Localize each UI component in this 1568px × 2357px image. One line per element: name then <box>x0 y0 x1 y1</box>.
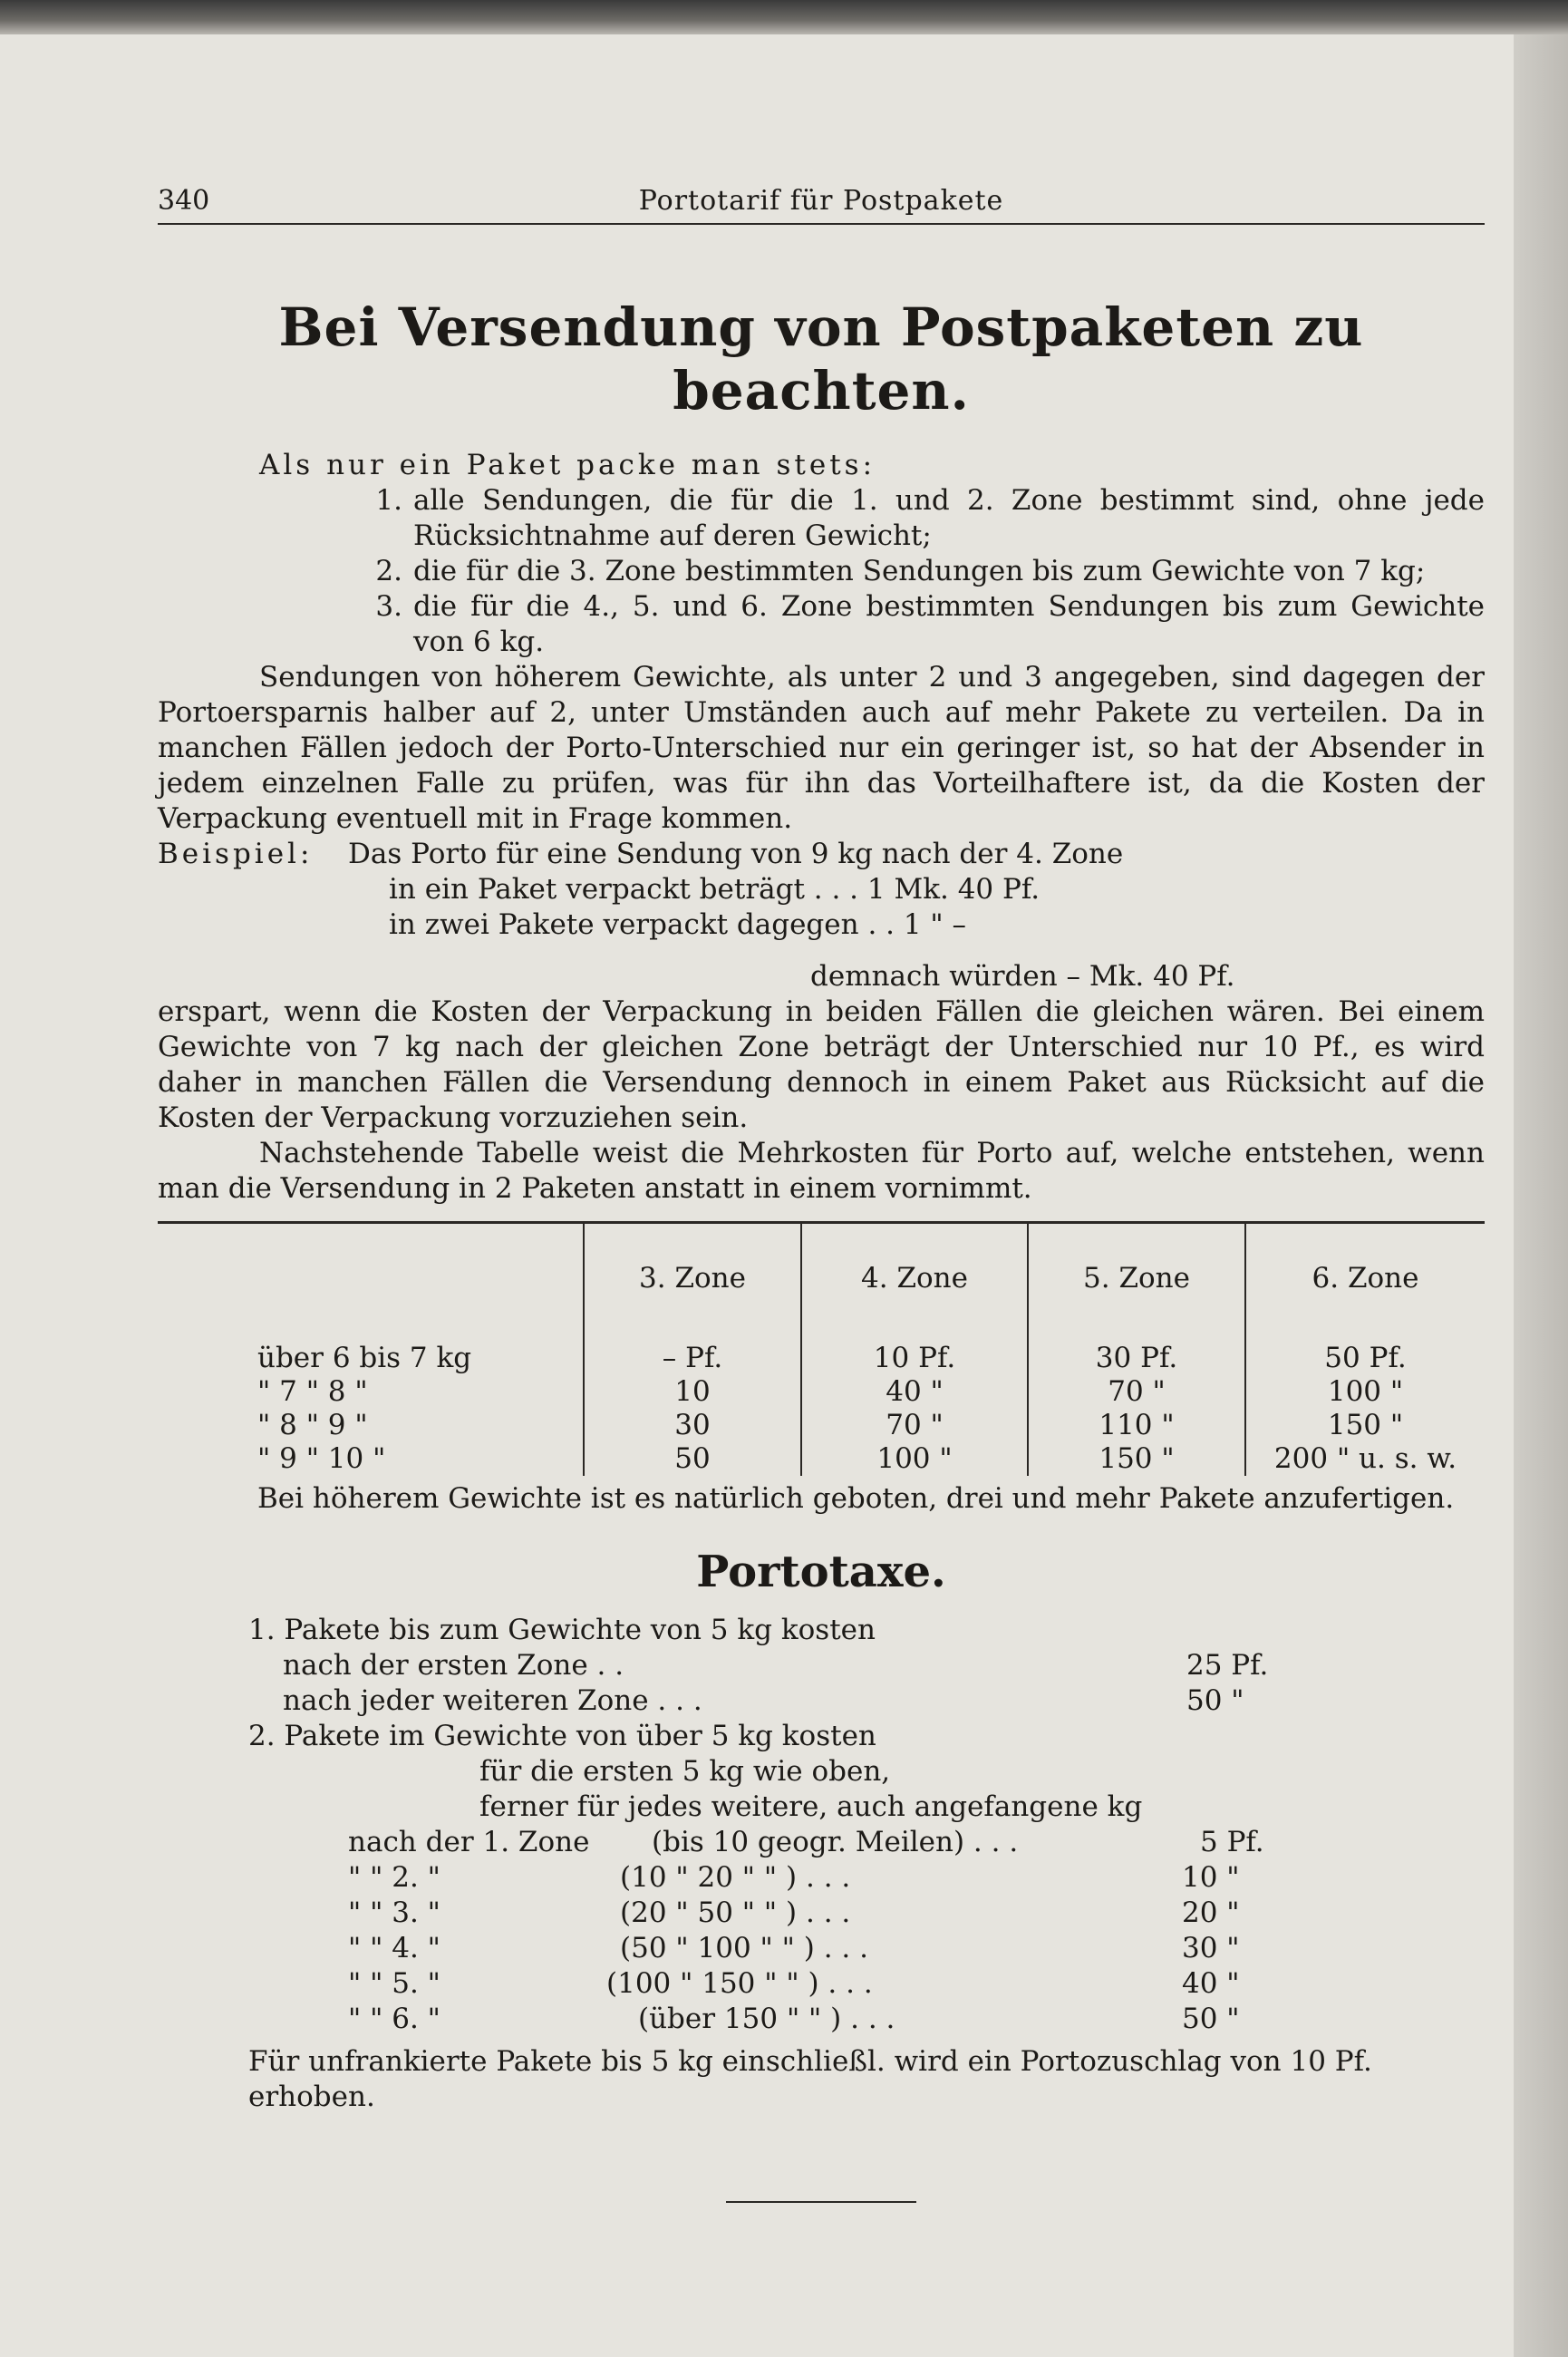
surcharge-table <box>158 1224 1485 1476</box>
text-line: erspart, wenn die Kosten der Verpackung in beiden Fällen die gleichen wären. Bei einem <box>158 995 1485 1028</box>
weight-header <box>158 1224 584 1333</box>
rate-item-1: 1. Pakete bis zum Gewichte von 5 kg kosten <box>248 1614 876 1646</box>
text-line: Kosten der Verpackung vorzuziehen sein. <box>158 1101 749 1134</box>
zone-3-cell: 30 <box>584 1409 801 1442</box>
zone-price: 40 " <box>1182 1967 1240 2000</box>
end-rule <box>726 2201 916 2203</box>
example-line: in zwei Pakete verpackt dagegen . . 1 " – <box>389 908 967 941</box>
example-line: Das Porto für eine Sendung von 9 kg nach der 4. Zone <box>348 838 1124 870</box>
zone-range: (über 150 " " ) . . . <box>638 2003 895 2035</box>
text-line: daher in manchen Fällen die Versendung dennoch in einem Paket aus Rücksicht auf die <box>158 1066 1485 1099</box>
weight-cell: " 7 " 8 " <box>257 1375 368 1408</box>
rule-number: 3. <box>375 590 402 623</box>
table-header-row <box>158 1224 1485 1333</box>
zone-label: " " 4. " <box>348 1932 440 1964</box>
section-title: Portotaxe. <box>696 1547 946 1597</box>
zone-5-cell: 150 " <box>1028 1442 1245 1476</box>
rule-text: die für die 4., 5. und 6. Zone bestimmten Sendungen bis zum Gewichte von 6 kg. <box>413 590 1485 658</box>
header-zone-6: 6. Zone <box>1245 1224 1485 1333</box>
text-line: Verpackung eventuell mit in Frage kommen. <box>158 802 793 835</box>
zone-price: 50 " <box>1182 2003 1240 2035</box>
zone-range: (50 " 100 " " ) . . . <box>620 1932 868 1964</box>
rule-text: die für die 3. Zone bestimmten Sendungen bis zum Gewichte von 7 kg; <box>413 555 1426 587</box>
page-content <box>158 179 1485 2203</box>
zone-5-cell: 30 Pf. <box>1028 1333 1245 1375</box>
header-zone-5: 5. Zone <box>1028 1224 1245 1333</box>
zone-label: " " 2. " <box>348 1861 440 1894</box>
text-line: Nachstehende Tabelle weist die Mehrkosten für Porto auf, welche entstehen, wenn <box>259 1137 1485 1169</box>
text-line: manchen Fällen jedoch der Porto-Unterschied nur ein geringer ist, so hat der Absender in <box>158 732 1485 764</box>
porto-rates <box>158 1613 1485 2115</box>
zone-range: (bis 10 geogr. Meilen) . . . <box>652 1826 1019 1858</box>
surcharge-footnote: Für unfrankierte Pakete bis 5 kg einschließl. wird ein Portozuschlag von 10 Pf. erhoben. <box>248 2045 1372 2113</box>
zone-price: 10 " <box>1182 1861 1240 1894</box>
header-zone-4: 4. Zone <box>801 1224 1028 1333</box>
paragraph-1 <box>158 660 1485 837</box>
table-note: Bei höherem Gewichte ist es natürlich geboten, drei und mehr Pakete anzufertigen. <box>257 1482 1455 1515</box>
weight-cell: " 8 " 9 " <box>257 1409 368 1441</box>
zone-3-cell: 50 <box>584 1442 801 1476</box>
rule-item <box>158 483 1485 554</box>
paragraph-3 <box>158 1136 1485 1207</box>
zone-3-cell: 10 <box>584 1375 801 1409</box>
intro-line: Als nur ein Paket packe man stets: <box>259 449 876 481</box>
zone-price: 30 " <box>1182 1932 1240 1964</box>
rate-item-2: 2. Pakete im Gewichte von über 5 kg kosten <box>248 1720 876 1752</box>
text-line: man die Versendung in 2 Paketen anstatt in einem vornimmt. <box>158 1172 1032 1205</box>
rule-number: 1. <box>375 484 402 517</box>
zone-5-cell: 110 " <box>1028 1409 1245 1442</box>
zone-4-cell: 100 " <box>801 1442 1028 1476</box>
zone-6-cell: 50 Pf. <box>1245 1333 1485 1375</box>
page-title: Bei Versendung von Postpaketen zu beachten. <box>278 296 1364 422</box>
rate-label: nach jeder weiteren Zone . . . <box>283 1684 702 1717</box>
example-label: Beispiel: <box>158 838 314 870</box>
rate-subline: für die ersten 5 kg wie oben, <box>479 1755 891 1788</box>
scan-top-edge <box>0 0 1568 34</box>
zone-5-cell: 70 " <box>1028 1375 1245 1409</box>
table-row <box>158 1442 1485 1476</box>
zone-4-cell: 10 Pf. <box>801 1333 1028 1375</box>
zone-3-cell: – Pf. <box>584 1333 801 1375</box>
text-line: Sendungen von höherem Gewichte, als unter 2 und 3 angegeben, sind dagegen der <box>259 661 1485 694</box>
rule-text: alle Sendungen, die für die 1. und 2. Zone bestimmt sind, ohne jede Rücksichtnahme auf deren Gewicht; <box>413 484 1485 552</box>
zone-6-cell: 100 " <box>1245 1375 1485 1409</box>
zone-range: (100 " 150 " " ) . . . <box>606 1967 873 2000</box>
text-line: Portoersparnis halber auf 2, unter Umständen auch auf mehr Pakete zu verteilen. Da in <box>158 696 1485 729</box>
zone-label: nach der 1. Zone <box>348 1826 590 1858</box>
text-line: jedem einzelnen Falle zu prüfen, was für ihn das Vorteilhaftere ist, da die Kosten der <box>158 767 1485 800</box>
weight-cell: über 6 bis 7 kg <box>257 1342 472 1374</box>
example-block <box>158 837 1485 994</box>
zone-4-cell: 40 " <box>801 1375 1028 1409</box>
packing-rules <box>158 483 1485 660</box>
zone-label: " " 3. " <box>348 1896 440 1929</box>
scan-right-edge <box>1514 34 1568 2357</box>
rate-value: 25 Pf. <box>1186 1649 1269 1682</box>
zone-6-cell: 200 " u. s. w. <box>1245 1442 1485 1476</box>
table-row <box>158 1375 1485 1409</box>
running-header <box>158 179 1485 225</box>
book-page <box>0 34 1514 2357</box>
rule-item <box>158 589 1485 660</box>
rule-item <box>158 554 1485 589</box>
paragraph-2 <box>158 994 1485 1136</box>
rate-label: nach der ersten Zone . . <box>283 1649 624 1682</box>
zone-range: (10 " 20 " " ) . . . <box>620 1861 851 1894</box>
example-line: in ein Paket verpackt beträgt . . . 1 Mk. 40 Pf. <box>389 873 1040 906</box>
zone-range: (20 " 50 " " ) . . . <box>620 1896 851 1929</box>
table-row <box>158 1409 1485 1442</box>
zone-6-cell: 150 " <box>1245 1409 1485 1442</box>
text-line: Gewichte von 7 kg nach der gleichen Zone beträgt der Unterschied nur 10 Pf., es wird <box>158 1031 1485 1063</box>
header-zone-3: 3. Zone <box>584 1224 801 1333</box>
rate-subline: ferner für jedes weitere, auch angefangene kg <box>479 1790 1143 1823</box>
page-number: 340 <box>158 185 210 217</box>
zone-4-cell: 70 " <box>801 1409 1028 1442</box>
running-title: Portotarif für Postpakete <box>638 185 1004 217</box>
zone-price: 20 " <box>1182 1896 1240 1929</box>
zone-label: " " 5. " <box>348 1967 440 2000</box>
weight-cell: " 9 " 10 " <box>257 1442 386 1475</box>
zone-price: 5 Pf. <box>1200 1826 1264 1858</box>
rule-number: 2. <box>375 555 402 587</box>
example-result: demnach würden – Mk. 40 Pf. <box>810 960 1235 993</box>
table-row <box>158 1333 1485 1375</box>
rate-value: 50 " <box>1186 1684 1244 1717</box>
zone-label: " " 6. " <box>348 2003 440 2035</box>
